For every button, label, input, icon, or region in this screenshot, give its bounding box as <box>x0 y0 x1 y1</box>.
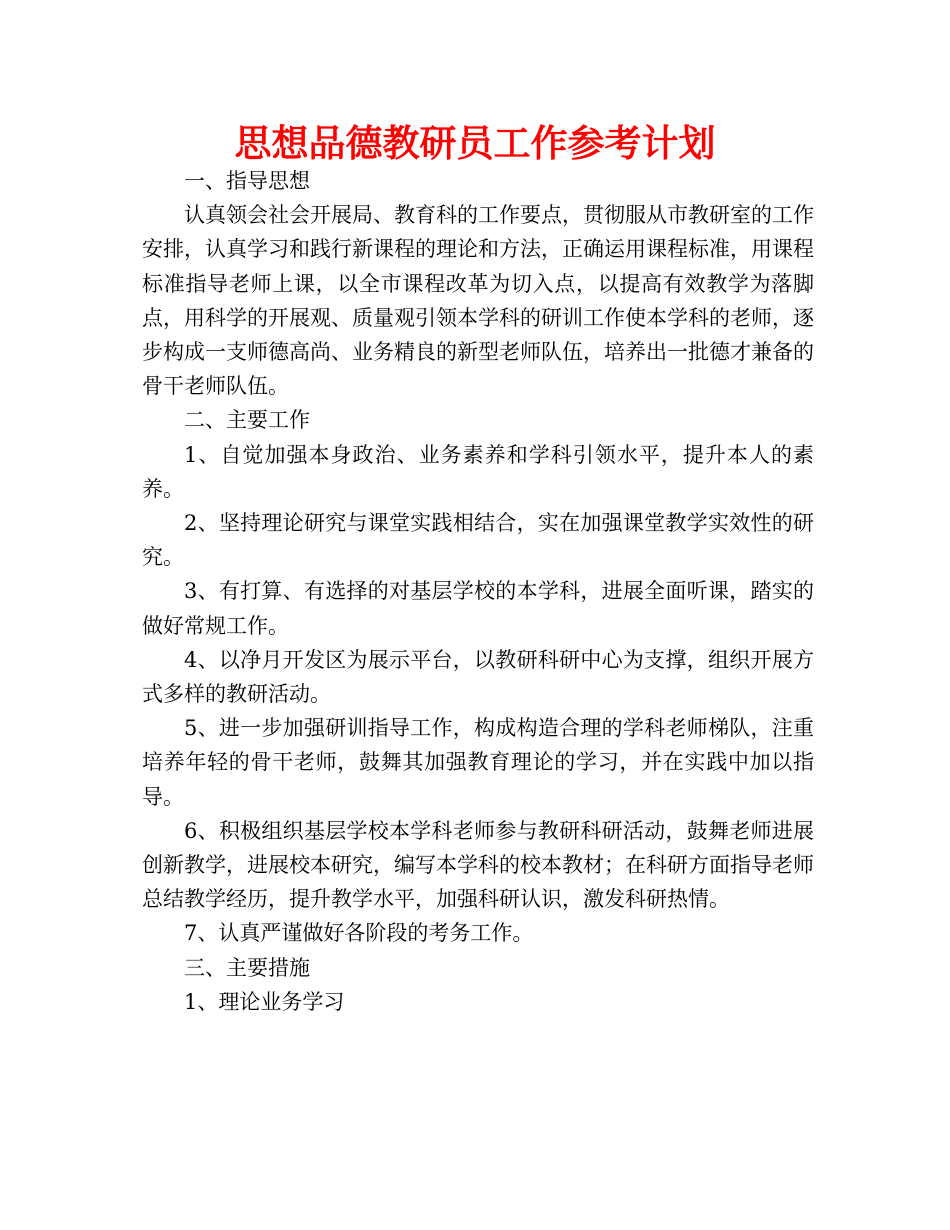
list-item: 1、理论业务学习 <box>184 989 345 1014</box>
list-item: 2、坚持理论研究与课堂实践相结合，实在加强课堂教学实效性的研究。 <box>142 511 814 570</box>
list-item: 6、积极组织基层学校本学科老师参与教研科研活动，鼓舞老师进展创新教学，进展校本研究，编写本学科的校本教材；在科研方面指导老师总结教学经历，提升教学水平，加强科研认识，激发科研热情。 <box>142 818 814 912</box>
document-body <box>142 164 814 1019</box>
list-item: 7、认真严谨做好各阶段的考务工作。 <box>184 921 534 946</box>
section-heading: 一、指导思想 <box>184 169 310 193</box>
list-item: 4、以净月开发区为展示平台，以教研科研中心为支撑，组织开展方式多样的教研活动。 <box>142 647 814 707</box>
list-item: 3、有打算、有选择的对基层学校的本学科，进展全面听课，踏实的做好常规工作。 <box>142 579 814 638</box>
section-heading: 二、主要工作 <box>184 408 310 433</box>
list-item: 1、自觉加强本身政治、业务素养和学科引领水平，提升本人的素养。 <box>142 442 814 501</box>
list-item: 5、进一步加强研训指导工作，构成构造合理的学科老师梯队，注重培养年轻的骨干老师，鼓舞其加强教育理论的学习，并在实践中加以指导。 <box>142 716 814 809</box>
paragraph: 认真领会社会开展局、教育科的工作要点，贯彻服从市教研室的工作安排，认真学习和践行新课程的理论和方法，正确运用课程标准，用课程标准指导老师上课，以全市课程改革为切入点，以提高有效教学为落脚点，用科学的开展观、质量观引领本学科的研训工作使本学科的老师，逐步构成一支师德高尚、业务精良的新型老师队伍，培养出一批德才兼备的骨干老师队伍。 <box>142 203 814 399</box>
document-title: 思想品德教研员工作参考计划 <box>234 122 716 165</box>
section-heading: 三、主要措施 <box>184 955 310 980</box>
